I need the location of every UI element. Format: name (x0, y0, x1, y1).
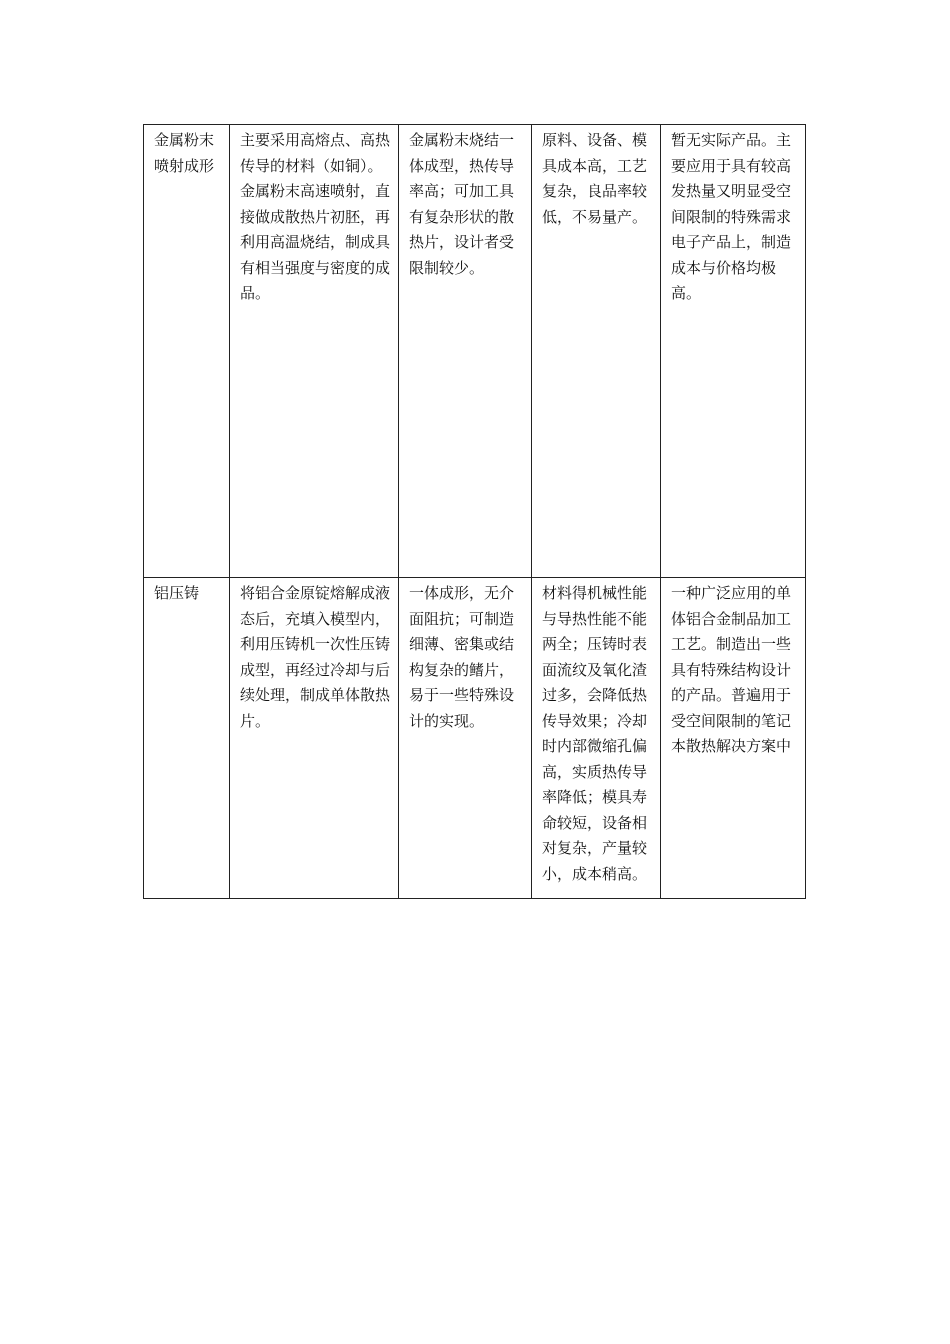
table-row-aluminum-die-casting (144, 578, 806, 899)
method-cell (144, 125, 230, 578)
process-cell (230, 125, 399, 578)
table-row-metal-powder (144, 125, 806, 578)
method-cell (144, 578, 230, 899)
disadvantages-text: 材料得机械性能与导热性能不能两全；压铸时表面流纹及氧化渣过多，会降低热传导效果；冷却时内部微缩孔偏高，实质热传导率降低；模具寿命较短，设备相对复杂，产量较小，成本稍高。 (542, 584, 648, 883)
method-text: 金属粉末 喷射成形 (154, 131, 215, 175)
application-text: 一种广泛应用的单体铝合金制品加工工艺。制造出一些具有特殊结构设计的产品。普遍用于受空间限制的笔记本散热解决方案中 (671, 584, 792, 755)
application-cell (661, 578, 806, 899)
disadvantages-cell (532, 578, 661, 899)
advantages-cell (399, 578, 532, 899)
disadvantages-cell (532, 125, 661, 578)
advantages-text: 一体成形，无介面阻抗；可制造细薄、密集或结构复杂的鳍片，易于一些特殊设计的实现。 (409, 584, 515, 730)
advantages-cell (399, 125, 532, 578)
process-text: 将铝合金原锭熔解成液态后，充填入模型内，利用压铸机一次性压铸成型，再经过冷却与后续处理，制成单体散热片。 (240, 584, 391, 730)
heat-sink-process-table (143, 124, 806, 899)
disadvantages-text: 原料、设备、模具成本高，工艺复杂，良品率较低，不易量产。 (542, 131, 648, 226)
application-cell (661, 125, 806, 578)
application-text: 暂无实际产品。主要应用于具有较高发热量又明显受空间限制的特殊需求电子产品上，制造成本与价格均极高。 (671, 131, 792, 302)
process-text: 主要采用高熔点、高热传导的材料（如铜）。金属粉末高速喷射，直接做成散热片初胚，再利用高温烧结，制成具有相当强度与密度的成品。 (240, 131, 391, 302)
method-text: 铝压铸 (154, 584, 200, 602)
process-cell (230, 578, 399, 899)
advantages-text: 金属粉末烧结一体成型，热传导率高；可加工具有复杂形状的散热片，设计者受限制较少。 (409, 131, 515, 277)
